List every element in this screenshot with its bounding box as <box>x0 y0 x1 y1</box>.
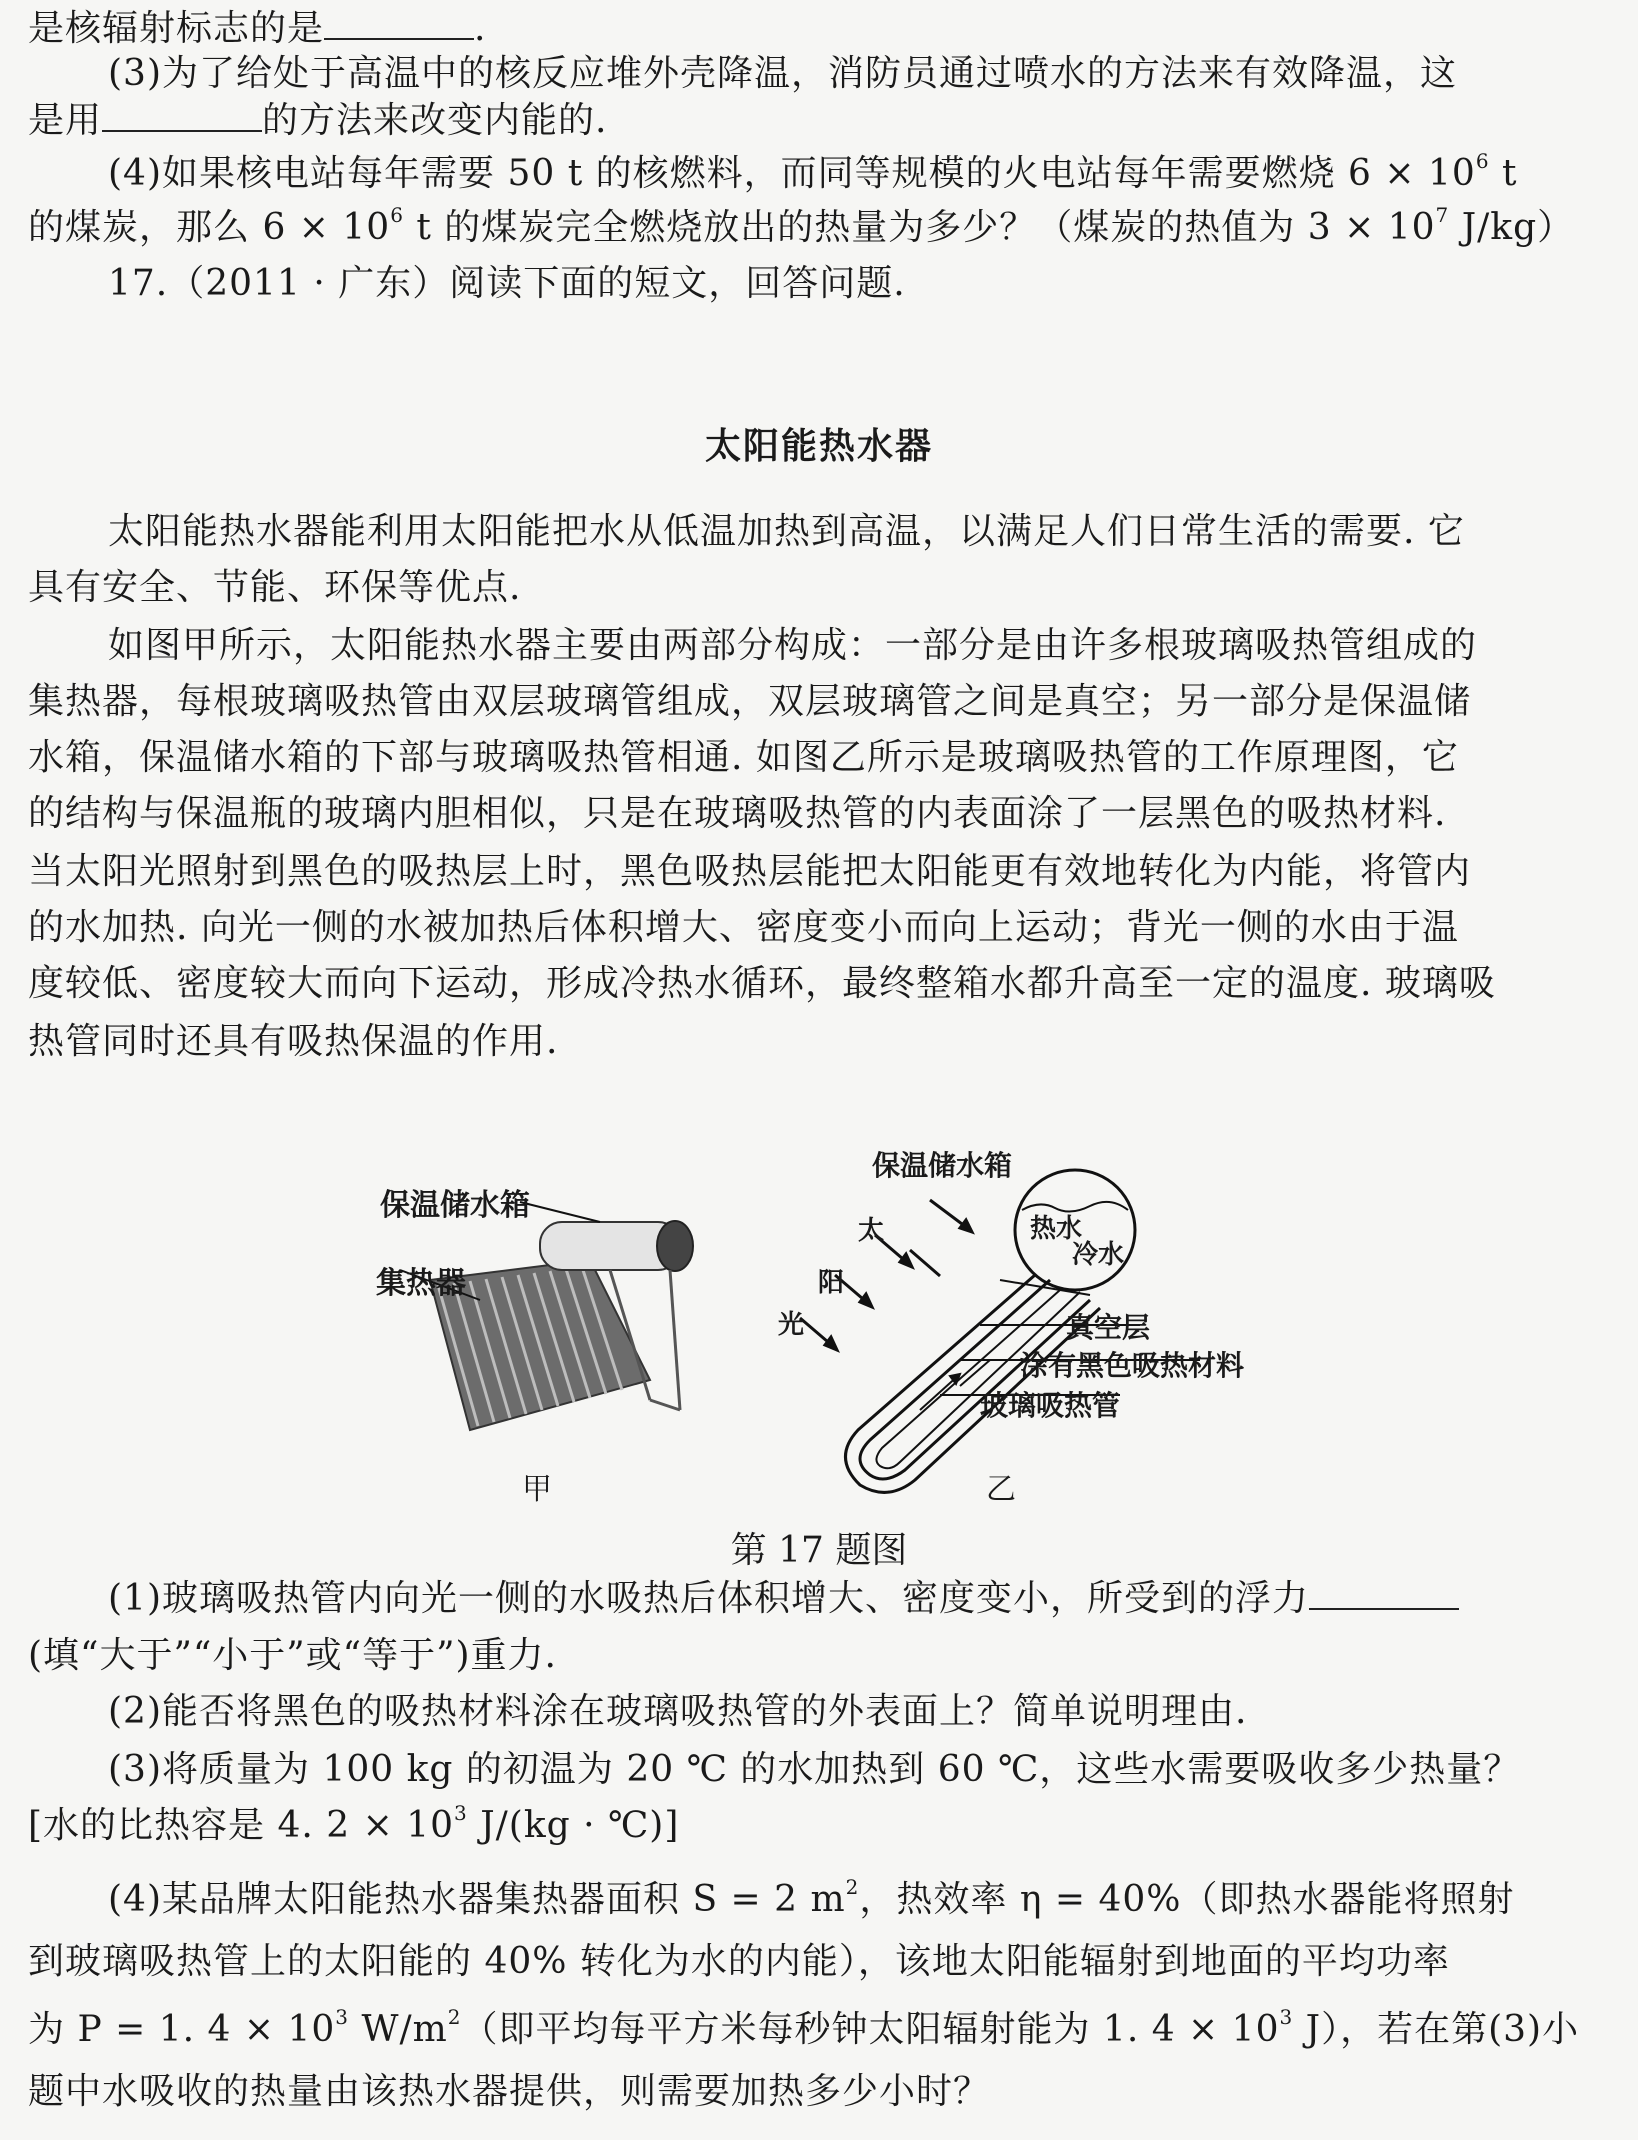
text: . <box>474 8 487 49</box>
text: (4)如果核电站每年需要 50 t 的核燃料，而同等规模的火电站每年需要燃烧 6 × 10 <box>108 153 1476 194</box>
article-line: 太阳能热水器能利用太阳能把水从低温加热到高温，以满足人们日常生活的需要. 它 <box>108 511 1465 552</box>
superscript: 7 <box>1435 203 1450 227</box>
article-line: 度较低、密度较大而向下运动，形成冷热水循环，最终整箱水都升高至一定的温度. 玻璃吸 <box>28 963 1496 1004</box>
subquestion-3-line: (3)将质量为 100 kg 的初温为 20 ℃ 的水加热到 60 ℃，这些水需要吸收多少热量？ <box>108 1749 1521 1790</box>
subquestion-4-line <box>108 1875 1618 1922</box>
text: J/kg） <box>1449 207 1575 248</box>
subquestion-4-line <box>28 2005 1618 2052</box>
figure-label: 保温储水箱 <box>872 1149 1013 1182</box>
article-line: 水箱，保温储水箱的下部与玻璃吸热管相通. 如图乙所示是玻璃吸热管的工作原理图，它 <box>28 737 1459 778</box>
text: t <box>1489 153 1518 194</box>
text: 是用 <box>28 100 103 141</box>
superscript: 6 <box>390 203 404 227</box>
superscript: 3 <box>454 1801 468 1825</box>
question-4-line <box>28 203 1618 250</box>
figure-sub-label: 甲 <box>522 1472 552 1507</box>
text: ，热效率 η = 40%（即热水器能将照射 <box>859 1879 1515 1920</box>
superscript: 3 <box>1279 2005 1294 2029</box>
question-4-line <box>108 149 1618 196</box>
figure-label: 集热器 <box>376 1266 466 1301</box>
superscript: 3 <box>335 2005 350 2029</box>
text: 为 P = 1. 4 × 10 <box>28 2009 336 2050</box>
figure-label: 太 <box>858 1216 885 1246</box>
text: (4)某品牌太阳能热水器集热器面积 S = 2 m <box>108 1879 846 1920</box>
article-line: 具有安全、节能、环保等优点. <box>28 567 522 608</box>
text: (3)为了给处于高温中的核反应堆外壳降温，消防员通过喷水的方法来有效降温，这 <box>108 53 1457 94</box>
figure-label: 阳 <box>818 1268 845 1298</box>
text: (1)玻璃吸热管内向光一侧的水吸热后体积增大、密度变小，所受到的浮力 <box>108 1578 1309 1619</box>
answer-blank[interactable] <box>324 6 474 40</box>
figure-caption: 第 17 题图 <box>730 1530 908 1571</box>
text: J/(kg · ℃)] <box>467 1805 680 1846</box>
figure-label: 冷水 <box>1072 1240 1125 1270</box>
article-line: 的水加热. 向光一侧的水被加热后体积增大、密度变小而向上运动；背光一侧的水由于温 <box>28 907 1459 948</box>
figure-yi-tube-diagram <box>760 1140 1300 1510</box>
text: 的煤炭，那么 6 × 10 <box>28 207 391 248</box>
text: t 的煤炭完全燃烧放出的热量为多少？（煤炭的热值为 3 × 10 <box>403 207 1436 248</box>
article-line: 热管同时还具有吸热保温的作用. <box>28 1021 559 1062</box>
text: [水的比热容是 4. 2 × 10 <box>28 1805 455 1846</box>
article-line: 当太阳光照射到黑色的吸热层上时，黑色吸热层能把太阳能更有效地转化为内能，将管内 <box>28 851 1472 892</box>
figure-sub-label: 乙 <box>986 1472 1016 1507</box>
figure-label: 玻璃吸热管 <box>980 1389 1121 1422</box>
answer-blank[interactable] <box>102 98 262 132</box>
article-line: 如图甲所示，太阳能热水器主要由两部分构成：一部分是由许多根玻璃吸热管组成的 <box>108 625 1478 666</box>
figure-label: 光 <box>778 1310 805 1340</box>
question-3-line <box>108 52 1618 96</box>
answer-blank[interactable] <box>1309 1576 1459 1610</box>
subquestion-4-line: 到玻璃吸热管上的太阳能的 40% 转化为水的内能），该地太阳能辐射到地面的平均功率 <box>28 1941 1450 1982</box>
text: W/m <box>349 2009 448 2050</box>
text: （即平均每平方米每秒钟太阳辐射能为 1. 4 × 10 <box>461 2009 1280 2050</box>
figure-label: 真空层 <box>1066 1311 1151 1344</box>
question-line <box>28 6 1618 51</box>
subquestion-3-line <box>28 1801 1618 1848</box>
superscript: 2 <box>447 2005 462 2029</box>
text: 是核辐射标志的是 <box>28 8 325 49</box>
text: 17.（2011 · 广东）阅读下面的短文，回答问题. <box>108 263 906 304</box>
subquestion-2-line: (2)能否将黑色的吸热材料涂在玻璃吸热管的外表面上？简单说明理由. <box>108 1691 1248 1732</box>
subquestion-1-line: (填“大于”“小于”或“等于”)重力. <box>28 1635 557 1676</box>
article-title: 太阳能热水器 <box>704 426 933 467</box>
text: J），若在第(3)小 <box>1293 2009 1580 2050</box>
article-line: 集热器，每根玻璃吸热管由双层玻璃管组成，双层玻璃管之间是真空；另一部分是保温储 <box>28 681 1472 722</box>
figure-label: 热水 <box>1030 1214 1083 1244</box>
figure-label: 保温储水箱 <box>380 1188 530 1223</box>
figure-label: 涂有黑色吸热材料 <box>1020 1349 1245 1382</box>
subquestion-1-line <box>108 1576 1618 1621</box>
superscript: 6 <box>1475 149 1490 173</box>
subquestion-4-line: 题中水吸收的热量由该热水器提供，则需要加热多少小时？ <box>28 2071 991 2112</box>
text: 的方法来改变内能的. <box>262 100 608 141</box>
question-17-header <box>108 262 1618 306</box>
article-line: 的结构与保温瓶的玻璃内胆相似，只是在玻璃吸热管的内表面涂了一层黑色的吸热材料. <box>28 793 1447 834</box>
superscript: 2 <box>845 1875 860 1899</box>
question-3-line <box>28 98 1618 143</box>
